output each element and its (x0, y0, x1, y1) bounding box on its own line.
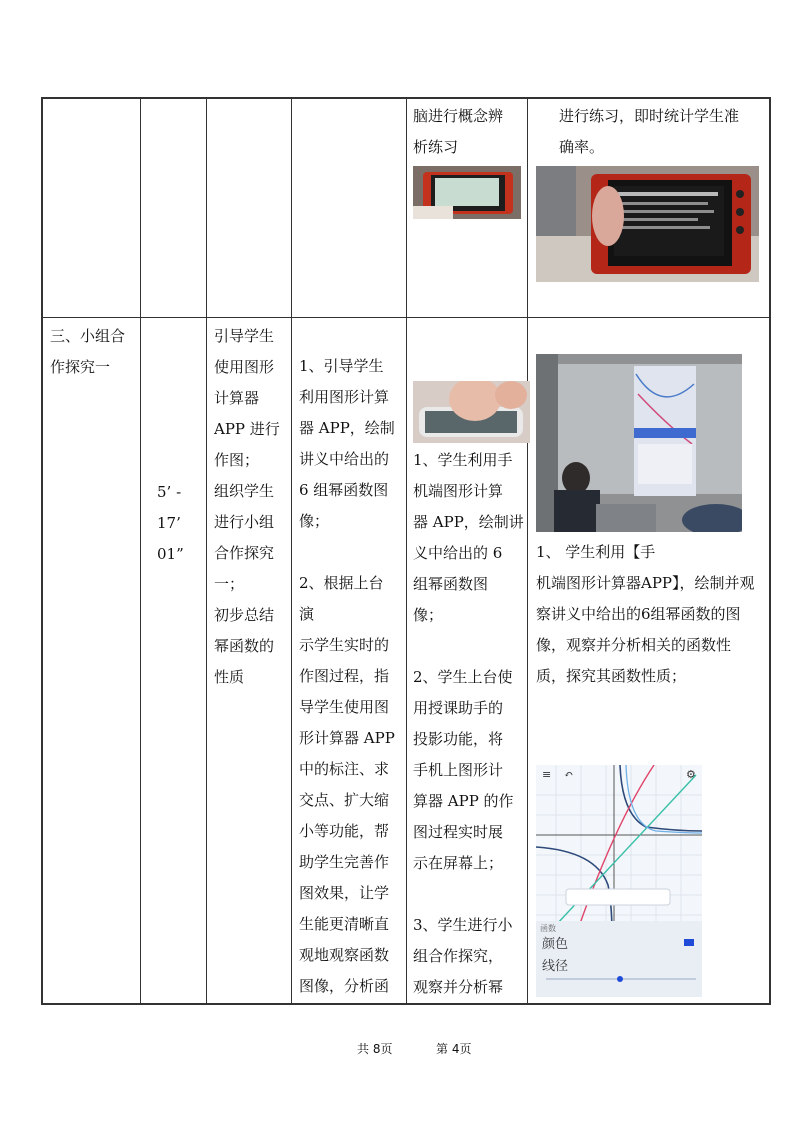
svg-text:⚙: ⚙ (686, 768, 696, 781)
student-activity-text: 1、学生利用手 机端图形计算 器 APP，绘制讲 义中给出的 6 组幂函数图 像； 2、学生上台使 用授课助手的 投影功能，将 手机上图形计 算器 APP 的作 图过程实时展 示在屏幕上； 3、学生进行小 组合作探究， 观察并分析幂 (413, 451, 524, 996)
column-divider (291, 99, 292, 1003)
row1-student-activity-text: 脑进行概念辨 析练习 (413, 107, 504, 156)
phone-drawing-photo (413, 381, 530, 443)
total-pages: 共 8页 (357, 1042, 393, 1056)
svg-text:↶: ↶ (564, 768, 574, 781)
color-label: 颜色 (542, 937, 569, 952)
time-range: 5’ - 17’ 01” (157, 483, 184, 563)
teacher-activity-text: 1、引导学生 利用图形计算 器 APP，绘制 讲义中给出的 6 组幂函数图 像； 2、根据上台 演 示学生实时的 作图过程，指 导学生使用图 形计算器 APP 中的标注、求 交点、扩大缩 小等功能，帮 助学生完善作 图效果，让学 生能更清晰直 观地观察函数 图像，分析函 (299, 357, 395, 995)
lesson-plan-table (41, 97, 771, 1005)
section-title: 三、小组合 作探究一 (50, 327, 126, 376)
column-divider (140, 99, 141, 1003)
row1-design-intent-text: 进行练习，即时统计学生准 确率。 (559, 107, 740, 156)
column-divider (206, 99, 207, 1003)
row-divider (43, 317, 769, 318)
column-divider (406, 99, 407, 1003)
graphing-calculator-screenshot (536, 765, 702, 997)
design-intent-text: 1、 学生利用【手 机端图形计算器APP】，绘制并观 察讲义中给出的6组幂函数的图 像，观察并分析相关的函数性 质，探究其函数性质； (536, 543, 755, 685)
svg-text:≡: ≡ (542, 768, 552, 781)
current-page: 第 4页 (436, 1042, 472, 1056)
classroom-projection-photo (536, 354, 742, 532)
function-input-hint: 函数 (540, 924, 556, 933)
tablet-practice-photo (536, 166, 759, 282)
column-divider (527, 99, 528, 1003)
line-width-label: 线径 (542, 959, 569, 974)
teacher-goal-text: 引导学生 使用图形 计算器 APP 进行 作图； 组织学生 进行小组 合作探究 一； 初步总结 幂函数的 性质 (214, 327, 280, 686)
tablet-exercise-photo (413, 166, 521, 219)
